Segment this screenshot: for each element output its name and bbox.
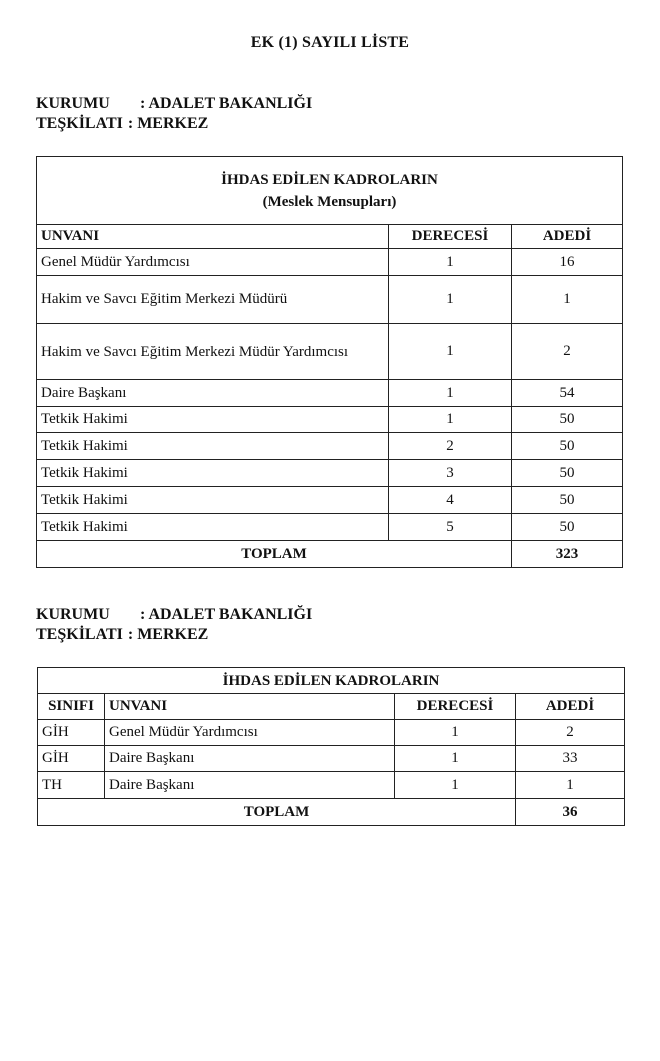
cell-adet: 50 <box>512 514 623 541</box>
cell-adet: 33 <box>516 746 625 772</box>
header-derece: DERECESİ <box>395 694 516 720</box>
cell-sinif: GİH <box>38 720 105 746</box>
cell-adet: 2 <box>516 720 625 746</box>
total-value: 323 <box>512 541 623 568</box>
kurum-label: KURUMU <box>36 606 110 623</box>
cell-adet: 50 <box>512 487 623 514</box>
cell-unvan: Tetkik Hakimi <box>37 514 389 541</box>
header-sinif: SINIFI <box>38 694 105 720</box>
cell-adet: 1 <box>512 276 623 324</box>
table-title-row <box>38 668 625 694</box>
total-label: TOPLAM <box>38 799 516 826</box>
table-title-row <box>37 157 623 225</box>
cell-derece: 1 <box>389 407 512 433</box>
cell-unvan: Daire Başkanı <box>105 746 395 772</box>
cell-unvan: Tetkik Hakimi <box>37 460 389 487</box>
cell-adet: 1 <box>516 772 625 799</box>
header-derece: DERECESİ <box>389 225 512 249</box>
table-row <box>38 720 625 746</box>
table-row <box>38 746 625 772</box>
cell-derece: 3 <box>389 460 512 487</box>
table-row <box>37 514 623 541</box>
cell-derece: 1 <box>395 746 516 772</box>
page-title: EK (1) SAYILI LİSTE <box>250 34 410 51</box>
cell-derece: 1 <box>389 380 512 407</box>
header-unvan: UNVANI <box>37 225 389 249</box>
cell-unvan: Hakim ve Savcı Eğitim Merkezi Müdür Yardımcısı <box>37 324 389 380</box>
table-header-row <box>37 225 623 249</box>
cell-unvan: Tetkik Hakimi <box>37 487 389 514</box>
cell-unvan: Daire Başkanı <box>37 380 389 407</box>
section2-meta <box>36 605 312 645</box>
cell-unvan: Tetkik Hakimi <box>37 407 389 433</box>
cell-sinif: GİH <box>38 746 105 772</box>
cell-derece: 1 <box>395 772 516 799</box>
teskilat-value: : MERKEZ <box>127 115 209 132</box>
kurum-value: : ADALET BAKANLIĞI <box>140 606 313 623</box>
table-header-row <box>38 694 625 720</box>
cell-adet: 50 <box>512 433 623 460</box>
cell-unvan: Genel Müdür Yardımcısı <box>105 720 395 746</box>
cell-adet: 54 <box>512 380 623 407</box>
table-row <box>37 249 623 276</box>
cell-derece: 1 <box>389 249 512 276</box>
table-row <box>38 772 625 799</box>
cell-derece: 1 <box>389 324 512 380</box>
teskilat-label: TEŞKİLATI <box>36 626 123 643</box>
header-adet: ADEDİ <box>516 694 625 720</box>
cell-unvan: Genel Müdür Yardımcısı <box>37 249 389 276</box>
teskilat-label: TEŞKİLATI <box>36 115 123 132</box>
cell-unvan: Daire Başkanı <box>105 772 395 799</box>
cell-adet: 50 <box>512 460 623 487</box>
table-meslek-mensuplari <box>36 156 623 568</box>
cell-adet: 16 <box>512 249 623 276</box>
cell-derece: 5 <box>389 514 512 541</box>
table-kadrolar <box>37 667 625 826</box>
table-title: İHDAS EDİLEN KADROLARIN <box>38 668 625 694</box>
cell-derece: 4 <box>389 487 512 514</box>
cell-adet: 50 <box>512 407 623 433</box>
teskilat-value: : MERKEZ <box>127 626 209 643</box>
header-unvan: UNVANI <box>105 694 395 720</box>
total-value: 36 <box>516 799 625 826</box>
header-adet: ADEDİ <box>512 225 623 249</box>
cell-unvan: Tetkik Hakimi <box>37 433 389 460</box>
table-title-cell <box>37 157 623 225</box>
table-total-row <box>38 799 625 826</box>
table-row <box>37 380 623 407</box>
table-subtitle: (Meslek Mensupları) <box>262 193 397 210</box>
cell-sinif: TH <box>38 772 105 799</box>
cell-derece: 2 <box>389 433 512 460</box>
table-total-row <box>37 541 623 568</box>
table-row <box>37 407 623 433</box>
table-title: İHDAS EDİLEN KADROLARIN <box>221 171 438 188</box>
table-row <box>37 324 623 380</box>
kurum-value: : ADALET BAKANLIĞI <box>140 95 313 112</box>
cell-derece: 1 <box>389 276 512 324</box>
cell-adet: 2 <box>512 324 623 380</box>
kurum-label: KURUMU <box>36 95 110 112</box>
cell-unvan: Hakim ve Savcı Eğitim Merkezi Müdürü <box>37 276 389 324</box>
table-row <box>37 487 623 514</box>
table-row <box>37 460 623 487</box>
total-label: TOPLAM <box>37 541 512 568</box>
section1-meta <box>36 94 312 134</box>
cell-derece: 1 <box>395 720 516 746</box>
table-row <box>37 276 623 324</box>
table-row <box>37 433 623 460</box>
